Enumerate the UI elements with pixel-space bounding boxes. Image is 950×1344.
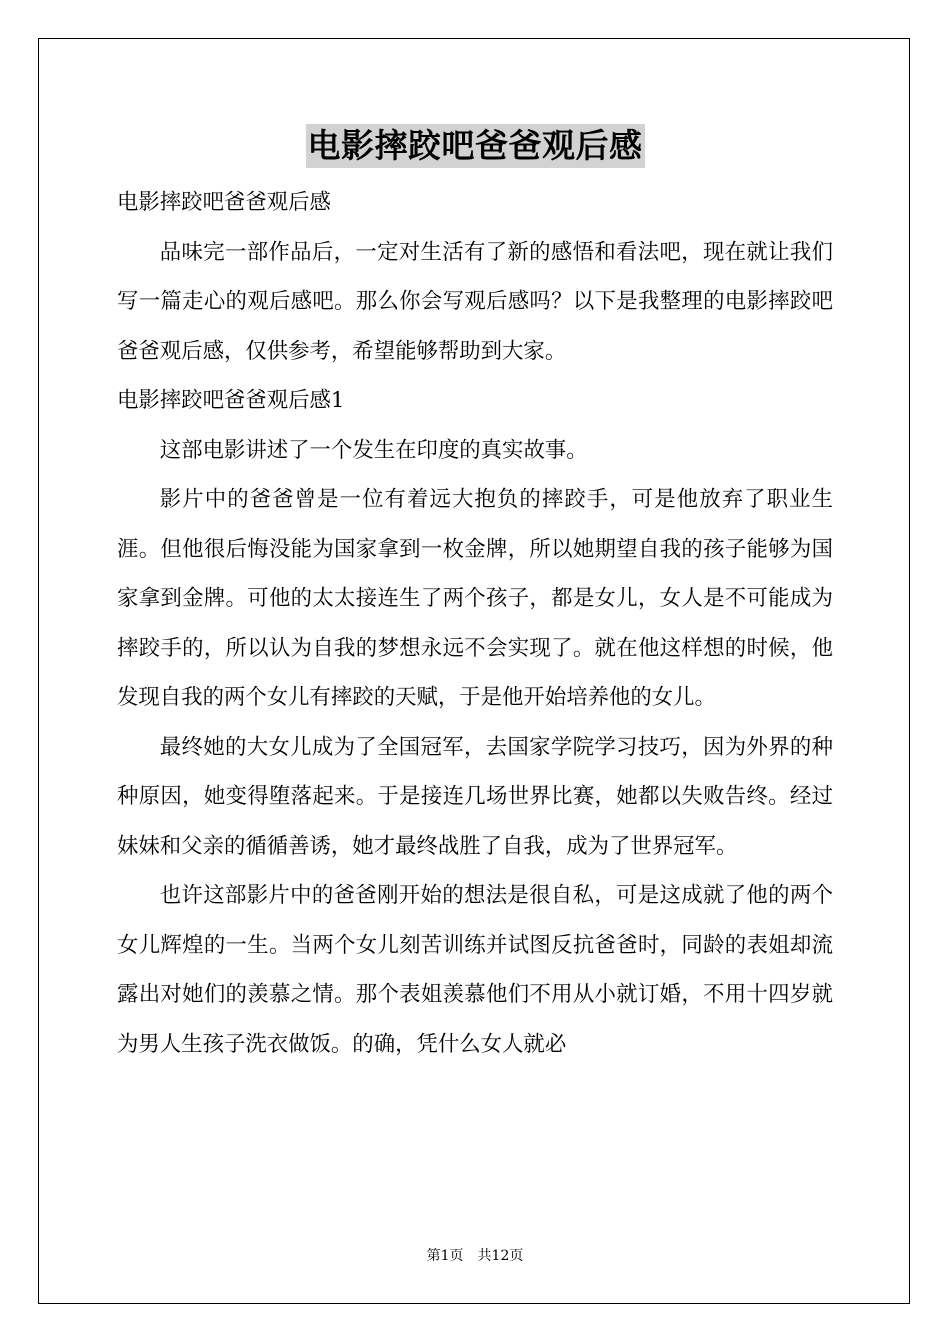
body-paragraph: 影片中的爸爸曾是一位有着远大抱负的摔跤手，可是他放弃了职业生涯。但他很后悔没能为国家拿到一枚金牌，所以她期望自我的孩子能够为国家拿到金牌。可他的太太接连生了两个孩子，都是女儿，女人是不可能成为摔跤手的，所以认为自我的梦想永远不会实现了。就在他这样想的时候，他发现自我的两个女儿有摔跤的天赋，于是他开始培养他的女儿。 [117,487,833,710]
page-footer [0,1247,950,1265]
body-paragraph: 最终她的大女儿成为了全国冠军，去国家学院学习技巧，因为外界的种种原因，她变得堕落起来。于是接连几场世界比赛，她都以失败告终。经过妹妹和父亲的循循善诱，她才最终战胜了自我，成为了世界冠军。 [117,734,833,859]
body-paragraph: 电影摔跤吧爸爸观后感 [117,190,331,215]
body-paragraph: 品味完一部作品后，一定对生活有了新的感悟和看法吧，现在就让我们写一篇走心的观后感吧。那么你会写观后感吗？以下是我整理的电影摔跤吧爸爸观后感，仅供参考，希望能够帮助到大家。 [117,239,833,364]
body-paragraph: 电影摔跤吧爸爸观后感1 [117,388,345,413]
body-paragraph: 这部电影讲述了一个发生在印度的真实故事。 [159,437,588,463]
body-paragraph: 也许这部影片中的爸爸刚开始的想法是很自私，可是这成就了他的两个女儿辉煌的一生。当两个女儿刻苦训练并试图反抗爸爸时，同龄的表姐却流露出对她们的羡慕之情。那个表姐羡慕他们不用从小就订婚，不用十四岁就为男人生孩子洗衣做饭。的确，凭什么女人就必 [117,883,833,1057]
document-body [117,178,833,1069]
title-container [0,124,950,168]
page-number: 第1页 [426,1248,464,1264]
document-title: 电影摔跤吧爸爸观后感 [306,124,645,168]
page-total: 共12页 [477,1248,524,1264]
